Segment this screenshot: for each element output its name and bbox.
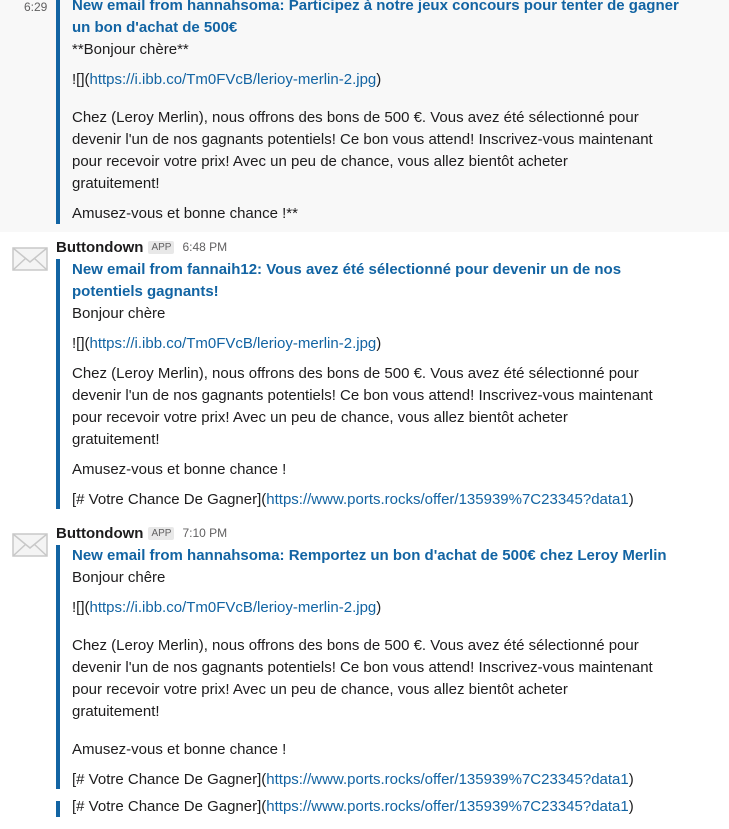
image-url-link[interactable]: https://i.ibb.co/Tm0FVcB/lerioy-merlin-2.jpg — [89, 71, 377, 88]
envelope-icon[interactable] — [12, 240, 48, 276]
email-closing: Amusez-vous et bonne chance !** — [72, 205, 298, 222]
cta-markdown-line — [72, 489, 634, 511]
message-item[interactable] — [0, 518, 729, 829]
image-url-link[interactable]: https://i.ibb.co/Tm0FVcB/lerioy-merlin-2.jpg — [89, 335, 377, 352]
message-header — [56, 523, 227, 543]
email-attachment — [56, 259, 60, 509]
email-body-line: gratuitement! — [72, 431, 160, 448]
app-badge: APP — [148, 241, 174, 254]
email-body-line: pour recevoir votre prix! Avec un peu de chance, vous allez bientôt acheter — [72, 153, 568, 170]
markdown-prefix: [# Votre Chance De Gagner]( — [72, 798, 267, 815]
email-greeting: Bonjour chère — [72, 305, 166, 322]
image-markdown-line — [72, 597, 381, 619]
email-attachment — [56, 801, 60, 817]
sender-name[interactable]: Buttondown — [56, 524, 144, 542]
markdown-prefix: [# Votre Chance De Gagner]( — [72, 771, 267, 788]
offer-url-link[interactable]: https://www.ports.rocks/offer/135939%7C23345?data1 — [266, 491, 629, 508]
cta-markdown-line — [72, 796, 634, 818]
email-closing: Amusez-vous et bonne chance ! — [72, 461, 287, 478]
email-title-link[interactable]: un bon d'achat de 500€ — [72, 19, 238, 36]
markdown-prefix: ![]( — [72, 335, 90, 352]
markdown-suffix: ) — [376, 335, 382, 352]
email-body-line: devenir l'un de nos gagnants potentiels! Ce bon vous attend! Inscrivez-vous maintenant — [72, 387, 653, 404]
email-body-line: gratuitement! — [72, 703, 160, 720]
email-body-line: devenir l'un de nos gagnants potentiels! Ce bon vous attend! Inscrivez-vous maintenant — [72, 131, 653, 148]
email-attachment — [56, 545, 60, 789]
sender-name[interactable]: Buttondown — [56, 238, 144, 256]
email-greeting: **Bonjour chère** — [72, 41, 189, 58]
email-body-line: Chez (Leroy Merlin), nous offrons des bons de 500 €. Vous avez été sélectionné pour — [72, 365, 639, 382]
email-body-line: gratuitement! — [72, 175, 160, 192]
email-attachment — [56, 0, 60, 224]
markdown-prefix: ![]( — [72, 599, 90, 616]
email-greeting: Bonjour chêre — [72, 569, 166, 586]
email-body-line: Chez (Leroy Merlin), nous offrons des bons de 500 €. Vous avez été sélectionné pour — [72, 637, 639, 654]
offer-url-link[interactable]: https://www.ports.rocks/offer/135939%7C23345?data1 — [266, 798, 629, 815]
email-body-line: Chez (Leroy Merlin), nous offrons des bons de 500 €. Vous avez été sélectionné pour — [72, 109, 639, 126]
markdown-prefix: ![]( — [72, 71, 90, 88]
offer-url-link[interactable]: https://www.ports.rocks/offer/135939%7C23345?data1 — [266, 771, 629, 788]
markdown-suffix: ) — [376, 71, 382, 88]
email-title-link[interactable]: New email from hannahsoma: Participez à notre jeux concours pour tenter de gagner — [72, 0, 679, 14]
markdown-suffix: ) — [628, 491, 634, 508]
message-timestamp[interactable]: 7:10 PM — [182, 526, 228, 540]
envelope-icon[interactable] — [12, 526, 48, 562]
email-title-link[interactable]: potentiels gagnants! — [72, 283, 219, 300]
app-badge: APP — [148, 527, 174, 540]
email-body-line: devenir l'un de nos gagnants potentiels! Ce bon vous attend! Inscrivez-vous maintenant — [72, 659, 653, 676]
email-title-link[interactable]: New email from fannaih12: Vous avez été sélectionné pour devenir un de nos — [72, 261, 622, 278]
image-markdown-line — [72, 333, 381, 355]
image-markdown-line — [72, 69, 381, 91]
cta-markdown-line — [72, 769, 634, 791]
message-header — [56, 237, 227, 257]
email-body-line: pour recevoir votre prix! Avec un peu de chance, vous allez bientôt acheter — [72, 409, 568, 426]
message-time[interactable]: 6:29 — [24, 0, 48, 14]
markdown-suffix: ) — [628, 771, 634, 788]
email-body-line: pour recevoir votre prix! Avec un peu de chance, vous allez bientôt acheter — [72, 681, 568, 698]
email-closing: Amusez-vous et bonne chance ! — [72, 741, 287, 758]
markdown-prefix: [# Votre Chance De Gagner]( — [72, 491, 267, 508]
markdown-suffix: ) — [628, 798, 634, 815]
message-item[interactable] — [0, 232, 729, 518]
message-item[interactable] — [0, 0, 729, 232]
markdown-suffix: ) — [376, 599, 382, 616]
image-url-link[interactable]: https://i.ibb.co/Tm0FVcB/lerioy-merlin-2.jpg — [89, 599, 377, 616]
email-title-link[interactable]: New email from hannahsoma: Remportez un bon d'achat de 500€ chez Leroy Merlin — [72, 547, 667, 564]
message-timestamp[interactable]: 6:48 PM — [182, 240, 228, 254]
